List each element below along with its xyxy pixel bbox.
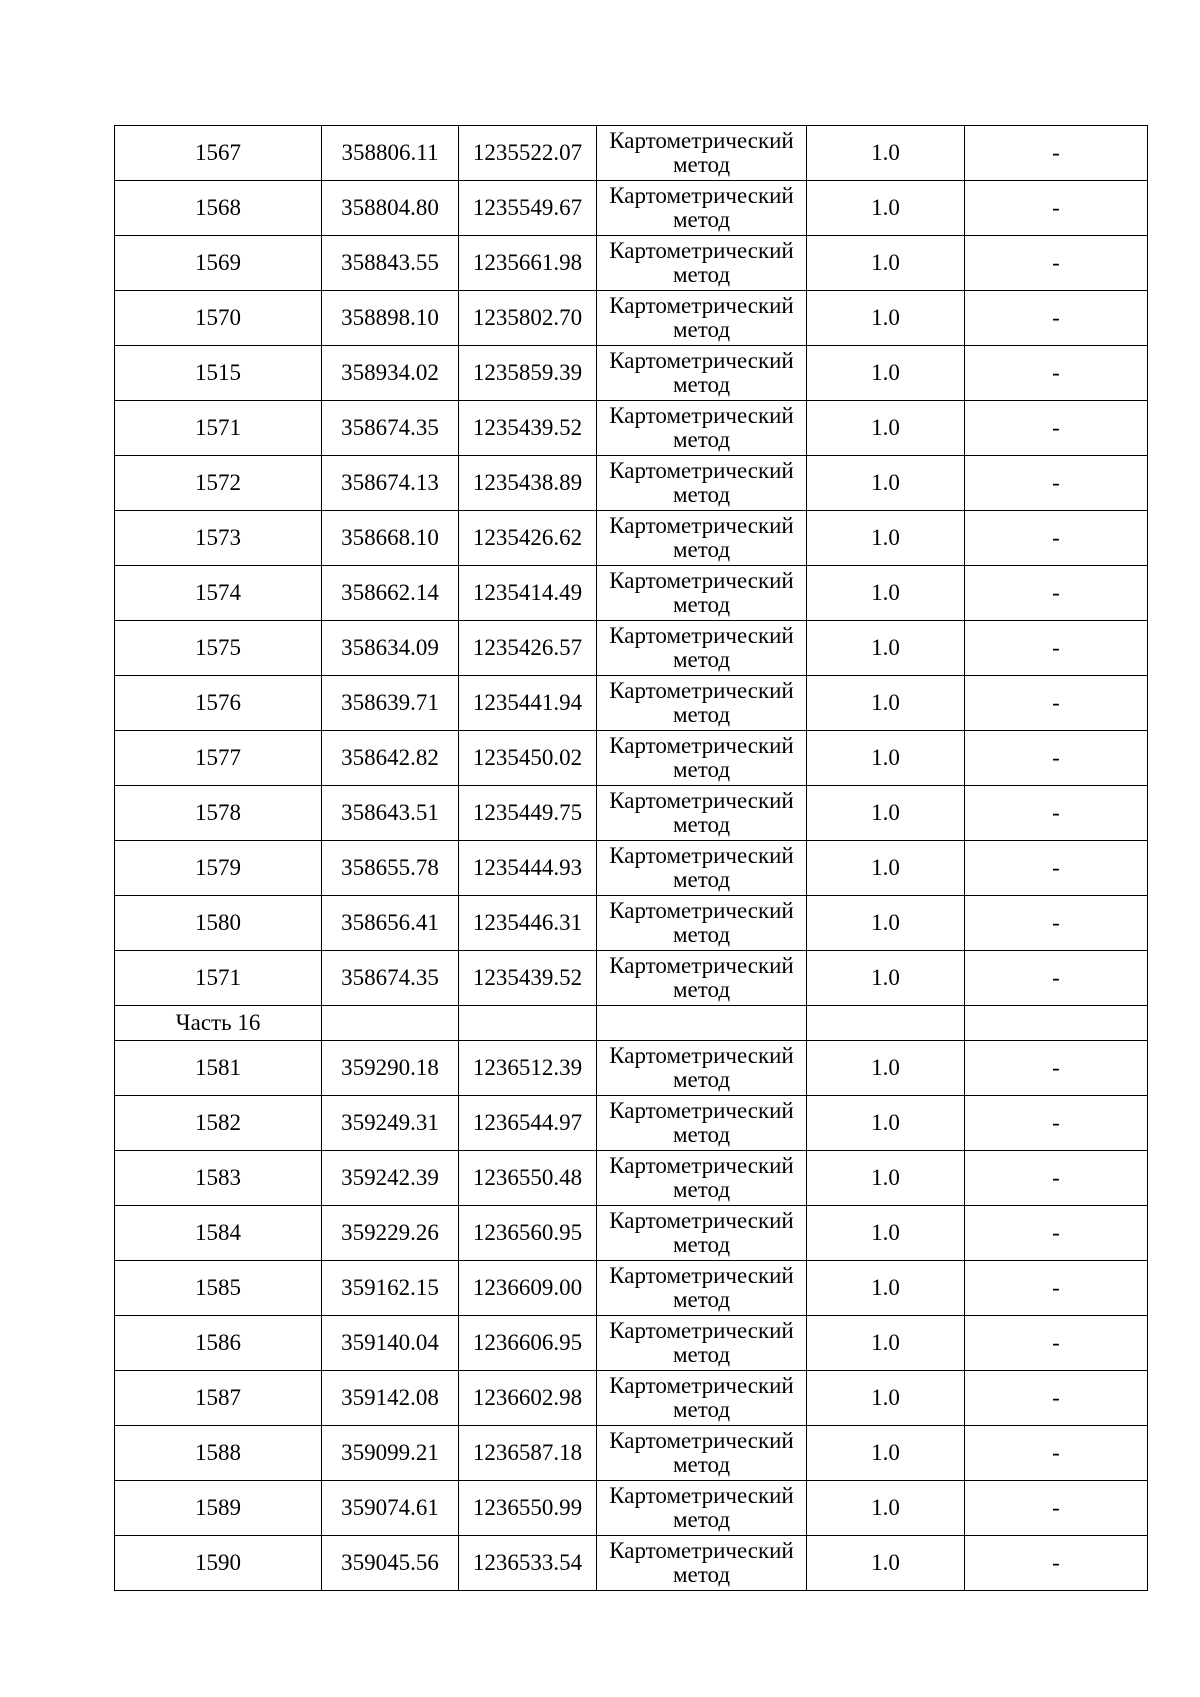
point-id-cell: 1583 xyxy=(115,1151,322,1206)
table-row xyxy=(115,456,1148,511)
accuracy-cell: 1.0 xyxy=(807,1096,965,1151)
method-line-2: метод xyxy=(672,1507,731,1532)
method-line-2: метод xyxy=(672,1122,731,1147)
method-cell xyxy=(597,951,807,1006)
x-coordinate-cell: 359229.26 xyxy=(322,1206,459,1261)
table-row xyxy=(115,1206,1148,1261)
method-cell xyxy=(597,1371,807,1426)
note-cell: - xyxy=(965,676,1148,731)
method-line-2: метод xyxy=(672,1342,731,1367)
accuracy-cell: 1.0 xyxy=(807,1536,965,1591)
table-row xyxy=(115,621,1148,676)
part-label: Часть 16 xyxy=(115,1006,322,1041)
note-cell: - xyxy=(965,456,1148,511)
method-line-1: Картометрический xyxy=(609,1428,794,1453)
y-coordinate-cell: 1235426.62 xyxy=(459,511,597,566)
x-coordinate-cell: 358655.78 xyxy=(322,841,459,896)
point-id-cell: 1590 xyxy=(115,1536,322,1591)
accuracy-cell: 1.0 xyxy=(807,1041,965,1096)
method-line-1: Картометрический xyxy=(609,953,794,978)
method-cell xyxy=(597,1481,807,1536)
method-line-2: метод xyxy=(672,592,731,617)
method-cell xyxy=(597,181,807,236)
y-coordinate-cell: 1236550.48 xyxy=(459,1151,597,1206)
method-line-2: метод xyxy=(672,482,731,507)
x-coordinate-cell: 359074.61 xyxy=(322,1481,459,1536)
point-id-cell: 1588 xyxy=(115,1426,322,1481)
method-cell xyxy=(597,1536,807,1591)
note-cell: - xyxy=(965,126,1148,181)
note-cell: - xyxy=(965,1206,1148,1261)
note-cell: - xyxy=(965,621,1148,676)
table-row xyxy=(115,566,1148,621)
table-row xyxy=(115,236,1148,291)
y-coordinate-cell: 1235426.57 xyxy=(459,621,597,676)
method-line-1: Картометрический xyxy=(609,898,794,923)
table-row xyxy=(115,731,1148,786)
accuracy-cell: 1.0 xyxy=(807,1481,965,1536)
method-line-1: Картометрический xyxy=(609,1043,794,1068)
point-id-cell: 1579 xyxy=(115,841,322,896)
method-cell xyxy=(597,236,807,291)
note-cell: - xyxy=(965,291,1148,346)
method-line-1: Картометрический xyxy=(609,1483,794,1508)
accuracy-cell: 1.0 xyxy=(807,346,965,401)
y-coordinate-cell: 1235549.67 xyxy=(459,181,597,236)
y-coordinate-cell: 1236606.95 xyxy=(459,1316,597,1371)
accuracy-cell: 1.0 xyxy=(807,951,965,1006)
x-coordinate-cell: 359140.04 xyxy=(322,1316,459,1371)
y-coordinate-cell: 1236587.18 xyxy=(459,1426,597,1481)
method-line-2: метод xyxy=(672,977,731,1002)
note-cell: - xyxy=(965,1151,1148,1206)
note-cell: - xyxy=(965,896,1148,951)
method-cell xyxy=(597,291,807,346)
method-line-2: метод xyxy=(672,317,731,342)
method-line-1: Картометрический xyxy=(609,183,794,208)
method-line-1: Картометрический xyxy=(609,678,794,703)
method-line-2: метод xyxy=(672,152,731,177)
method-line-2: метод xyxy=(672,647,731,672)
point-id-cell: 1586 xyxy=(115,1316,322,1371)
point-id-cell: 1589 xyxy=(115,1481,322,1536)
method-cell xyxy=(597,346,807,401)
table-row xyxy=(115,291,1148,346)
method-line-2: метод xyxy=(672,867,731,892)
y-coordinate-cell: 1236544.97 xyxy=(459,1096,597,1151)
table-row xyxy=(115,1371,1148,1426)
method-cell xyxy=(597,1426,807,1481)
note-cell: - xyxy=(965,951,1148,1006)
x-coordinate-cell: 358804.80 xyxy=(322,181,459,236)
method-line-2: метод xyxy=(672,757,731,782)
method-line-1: Картометрический xyxy=(609,1373,794,1398)
table-row xyxy=(115,841,1148,896)
point-id-cell: 1582 xyxy=(115,1096,322,1151)
accuracy-cell: 1.0 xyxy=(807,1151,965,1206)
point-id-cell: 1581 xyxy=(115,1041,322,1096)
y-coordinate-cell: 1236602.98 xyxy=(459,1371,597,1426)
method-line-2: метод xyxy=(672,1562,731,1587)
note-cell: - xyxy=(965,346,1148,401)
table-body xyxy=(115,126,1148,1591)
accuracy-cell: 1.0 xyxy=(807,401,965,456)
point-id-cell: 1580 xyxy=(115,896,322,951)
x-coordinate-cell: 358668.10 xyxy=(322,511,459,566)
y-coordinate-cell: 1236560.95 xyxy=(459,1206,597,1261)
note-cell: - xyxy=(965,1481,1148,1536)
x-coordinate-cell: 358674.35 xyxy=(322,951,459,1006)
x-coordinate-cell: 358806.11 xyxy=(322,126,459,181)
x-coordinate-cell: 359242.39 xyxy=(322,1151,459,1206)
method-line-1: Картометрический xyxy=(609,458,794,483)
method-line-1: Картометрический xyxy=(609,788,794,813)
method-cell xyxy=(597,896,807,951)
point-id-cell: 1571 xyxy=(115,401,322,456)
x-coordinate-cell: 358643.51 xyxy=(322,786,459,841)
method-line-1: Картометрический xyxy=(609,568,794,593)
point-id-cell: 1515 xyxy=(115,346,322,401)
note-cell: - xyxy=(965,731,1148,786)
accuracy-cell: 1.0 xyxy=(807,181,965,236)
note-cell: - xyxy=(965,1041,1148,1096)
y-coordinate-cell: 1236512.39 xyxy=(459,1041,597,1096)
point-id-cell: 1569 xyxy=(115,236,322,291)
y-coordinate-cell: 1235414.49 xyxy=(459,566,597,621)
method-cell xyxy=(597,1261,807,1316)
note-cell: - xyxy=(965,841,1148,896)
empty-cell xyxy=(597,1006,807,1041)
method-line-2: метод xyxy=(672,702,731,727)
method-cell xyxy=(597,401,807,456)
x-coordinate-cell: 358674.35 xyxy=(322,401,459,456)
empty-cell xyxy=(965,1006,1148,1041)
method-line-2: метод xyxy=(672,1232,731,1257)
method-line-2: метод xyxy=(672,812,731,837)
table-part-row xyxy=(115,1006,1148,1041)
note-cell: - xyxy=(965,566,1148,621)
method-line-1: Картометрический xyxy=(609,843,794,868)
y-coordinate-cell: 1235439.52 xyxy=(459,401,597,456)
point-id-cell: 1587 xyxy=(115,1371,322,1426)
x-coordinate-cell: 358898.10 xyxy=(322,291,459,346)
y-coordinate-cell: 1235450.02 xyxy=(459,731,597,786)
method-line-1: Картометрический xyxy=(609,293,794,318)
accuracy-cell: 1.0 xyxy=(807,126,965,181)
note-cell: - xyxy=(965,1261,1148,1316)
y-coordinate-cell: 1235661.98 xyxy=(459,236,597,291)
point-id-cell: 1575 xyxy=(115,621,322,676)
method-line-1: Картометрический xyxy=(609,128,794,153)
accuracy-cell: 1.0 xyxy=(807,896,965,951)
method-line-2: метод xyxy=(672,1177,731,1202)
method-line-1: Картометрический xyxy=(609,403,794,428)
method-line-2: метод xyxy=(672,1287,731,1312)
method-cell xyxy=(597,786,807,841)
point-id-cell: 1572 xyxy=(115,456,322,511)
table-row xyxy=(115,511,1148,566)
x-coordinate-cell: 358656.41 xyxy=(322,896,459,951)
method-line-2: метод xyxy=(672,922,731,947)
method-cell xyxy=(597,1096,807,1151)
accuracy-cell: 1.0 xyxy=(807,841,965,896)
table-row xyxy=(115,786,1148,841)
accuracy-cell: 1.0 xyxy=(807,1316,965,1371)
y-coordinate-cell: 1235859.39 xyxy=(459,346,597,401)
y-coordinate-cell: 1236533.54 xyxy=(459,1536,597,1591)
method-line-2: метод xyxy=(672,1067,731,1092)
point-id-cell: 1574 xyxy=(115,566,322,621)
x-coordinate-cell: 359162.15 xyxy=(322,1261,459,1316)
x-coordinate-cell: 358634.09 xyxy=(322,621,459,676)
method-line-2: метод xyxy=(672,1397,731,1422)
method-line-1: Картометрический xyxy=(609,1098,794,1123)
method-line-1: Картометрический xyxy=(609,623,794,648)
y-coordinate-cell: 1235446.31 xyxy=(459,896,597,951)
table-row xyxy=(115,1096,1148,1151)
accuracy-cell: 1.0 xyxy=(807,1426,965,1481)
table-row xyxy=(115,401,1148,456)
y-coordinate-cell: 1235522.07 xyxy=(459,126,597,181)
x-coordinate-cell: 358642.82 xyxy=(322,731,459,786)
table-row xyxy=(115,1316,1148,1371)
table-row xyxy=(115,181,1148,236)
x-coordinate-cell: 358934.02 xyxy=(322,346,459,401)
method-line-1: Картометрический xyxy=(609,1318,794,1343)
empty-cell xyxy=(322,1006,459,1041)
y-coordinate-cell: 1236609.00 xyxy=(459,1261,597,1316)
y-coordinate-cell: 1235802.70 xyxy=(459,291,597,346)
x-coordinate-cell: 359099.21 xyxy=(322,1426,459,1481)
accuracy-cell: 1.0 xyxy=(807,1371,965,1426)
table-row xyxy=(115,126,1148,181)
method-cell xyxy=(597,566,807,621)
table-row xyxy=(115,1041,1148,1096)
method-line-1: Картометрический xyxy=(609,1153,794,1178)
table-row xyxy=(115,1536,1148,1591)
point-id-cell: 1584 xyxy=(115,1206,322,1261)
point-id-cell: 1571 xyxy=(115,951,322,1006)
x-coordinate-cell: 358843.55 xyxy=(322,236,459,291)
table-row xyxy=(115,1151,1148,1206)
empty-cell xyxy=(459,1006,597,1041)
table-row xyxy=(115,896,1148,951)
method-cell xyxy=(597,1041,807,1096)
empty-cell xyxy=(807,1006,965,1041)
point-id-cell: 1568 xyxy=(115,181,322,236)
y-coordinate-cell: 1235441.94 xyxy=(459,676,597,731)
coordinates-table xyxy=(114,125,1148,1591)
y-coordinate-cell: 1235449.75 xyxy=(459,786,597,841)
y-coordinate-cell: 1235438.89 xyxy=(459,456,597,511)
accuracy-cell: 1.0 xyxy=(807,236,965,291)
point-id-cell: 1576 xyxy=(115,676,322,731)
method-cell xyxy=(597,1316,807,1371)
accuracy-cell: 1.0 xyxy=(807,786,965,841)
method-cell xyxy=(597,676,807,731)
note-cell: - xyxy=(965,1316,1148,1371)
table-row xyxy=(115,676,1148,731)
x-coordinate-cell: 358674.13 xyxy=(322,456,459,511)
note-cell: - xyxy=(965,236,1148,291)
y-coordinate-cell: 1235439.52 xyxy=(459,951,597,1006)
accuracy-cell: 1.0 xyxy=(807,566,965,621)
method-cell xyxy=(597,621,807,676)
note-cell: - xyxy=(965,181,1148,236)
note-cell: - xyxy=(965,1096,1148,1151)
table-row xyxy=(115,1481,1148,1536)
note-cell: - xyxy=(965,786,1148,841)
x-coordinate-cell: 359142.08 xyxy=(322,1371,459,1426)
note-cell: - xyxy=(965,511,1148,566)
method-cell xyxy=(597,1206,807,1261)
point-id-cell: 1578 xyxy=(115,786,322,841)
method-line-2: метод xyxy=(672,262,731,287)
method-cell xyxy=(597,1151,807,1206)
method-cell xyxy=(597,841,807,896)
method-line-2: метод xyxy=(672,372,731,397)
table-row xyxy=(115,951,1148,1006)
method-line-1: Картометрический xyxy=(609,1538,794,1563)
point-id-cell: 1570 xyxy=(115,291,322,346)
x-coordinate-cell: 359045.56 xyxy=(322,1536,459,1591)
x-coordinate-cell: 358639.71 xyxy=(322,676,459,731)
note-cell: - xyxy=(965,1371,1148,1426)
method-cell xyxy=(597,456,807,511)
table-row xyxy=(115,346,1148,401)
accuracy-cell: 1.0 xyxy=(807,676,965,731)
method-cell xyxy=(597,126,807,181)
note-cell: - xyxy=(965,1536,1148,1591)
point-id-cell: 1573 xyxy=(115,511,322,566)
note-cell: - xyxy=(965,401,1148,456)
accuracy-cell: 1.0 xyxy=(807,731,965,786)
point-id-cell: 1567 xyxy=(115,126,322,181)
accuracy-cell: 1.0 xyxy=(807,456,965,511)
method-line-1: Картометрический xyxy=(609,513,794,538)
accuracy-cell: 1.0 xyxy=(807,291,965,346)
note-cell: - xyxy=(965,1426,1148,1481)
method-line-1: Картометрический xyxy=(609,238,794,263)
accuracy-cell: 1.0 xyxy=(807,511,965,566)
method-line-2: метод xyxy=(672,427,731,452)
method-line-1: Картометрический xyxy=(609,1263,794,1288)
accuracy-cell: 1.0 xyxy=(807,1261,965,1316)
method-cell xyxy=(597,511,807,566)
method-line-1: Картометрический xyxy=(609,348,794,373)
x-coordinate-cell: 358662.14 xyxy=(322,566,459,621)
method-line-2: метод xyxy=(672,1452,731,1477)
method-line-2: метод xyxy=(672,207,731,232)
table-row xyxy=(115,1426,1148,1481)
accuracy-cell: 1.0 xyxy=(807,621,965,676)
table-row xyxy=(115,1261,1148,1316)
accuracy-cell: 1.0 xyxy=(807,1206,965,1261)
method-cell xyxy=(597,731,807,786)
point-id-cell: 1585 xyxy=(115,1261,322,1316)
method-line-2: метод xyxy=(672,537,731,562)
y-coordinate-cell: 1236550.99 xyxy=(459,1481,597,1536)
method-line-1: Картометрический xyxy=(609,733,794,758)
method-line-1: Картометрический xyxy=(609,1208,794,1233)
x-coordinate-cell: 359249.31 xyxy=(322,1096,459,1151)
x-coordinate-cell: 359290.18 xyxy=(322,1041,459,1096)
point-id-cell: 1577 xyxy=(115,731,322,786)
y-coordinate-cell: 1235444.93 xyxy=(459,841,597,896)
